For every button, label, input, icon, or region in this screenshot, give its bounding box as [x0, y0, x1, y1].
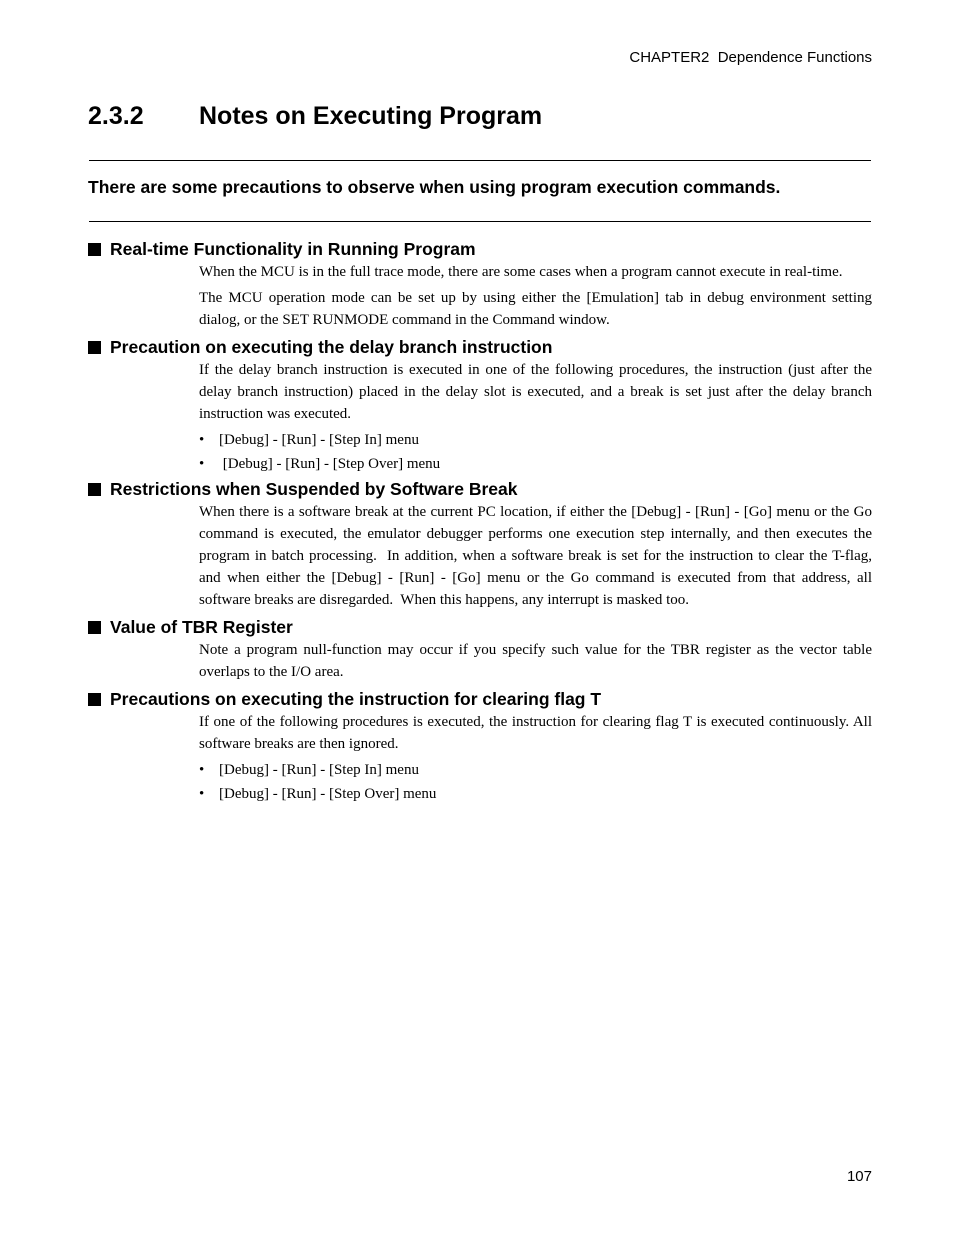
paragraph: When the MCU is in the full trace mode, there are some cases when a program cannot execute in real-time. [199, 264, 843, 280]
subsection-software-break [88, 477, 876, 611]
paragraph: Note a program null-function may occur if you specify such value for the TBR register as the vector table overlaps to the I/O area. [199, 642, 872, 680]
subsection-heading [88, 477, 872, 501]
subsection-body [199, 711, 872, 807]
bullet-list [199, 429, 872, 477]
list-item: • [Debug] - [Run] - [Step In] menu [199, 429, 872, 453]
subsection-heading-text: Precautions on executing the instruction for clearing flag T [110, 689, 602, 709]
subsection-heading-text: Value of TBR Register [110, 617, 293, 637]
subsection-heading [88, 615, 872, 639]
square-bullet-icon [88, 693, 101, 706]
subsection-body [199, 261, 872, 331]
section-summary: There are some precautions to observe when using program execution commands. [88, 177, 781, 197]
page-number: 107 [846, 1168, 872, 1185]
subsection-body [199, 359, 872, 477]
list-item: • [Debug] - [Run] - [Step Over] menu [199, 453, 872, 477]
top-rule [89, 160, 871, 161]
list-item: • [Debug] - [Run] - [Step Over] menu [199, 783, 872, 807]
subsection-heading-text: Real-time Functionality in Running Program [110, 239, 476, 259]
section-number: 2.3.2 [88, 102, 144, 130]
subsection-body [199, 501, 876, 611]
running-header: CHAPTER2 Dependence Functions [629, 49, 872, 66]
section-title-text: Notes on Executing Program [199, 102, 543, 130]
section-title [88, 102, 542, 131]
bottom-rule [89, 221, 871, 222]
square-bullet-icon [88, 483, 101, 496]
subsection-clear-flag-t [88, 687, 872, 807]
paragraph: The MCU operation mode can be set up by using either the [Emulation] tab in debug environment setting dialog, or the SET RUNMODE command in the Command window. [199, 290, 872, 328]
paragraph: When there is a software break at the current PC location, if either the [Debug] - [Run] - [Go] menu or the Go command is executed, the emulator debugger performs one execution step internally, and then executes the program in batch processing. In addition, when a software break is set for the instruction to clear the T-flag, and when either the [Debug] - [Run] - [Go] menu or the Go command is executed from that address, all software breaks are disregarded. When this happens, any interrupt is masked too. [199, 504, 876, 608]
list-item: • [Debug] - [Run] - [Step In] menu [199, 759, 872, 783]
square-bullet-icon [88, 243, 101, 256]
subsection-heading [88, 237, 872, 261]
bullet-list [199, 759, 872, 807]
section-content [88, 237, 876, 807]
subsection-body [199, 639, 872, 683]
paragraph: If one of the following procedures is executed, the instruction for clearing flag T is executed continuously. All software breaks are then ignored. [199, 714, 872, 752]
subsection-heading [88, 335, 872, 359]
square-bullet-icon [88, 341, 101, 354]
subsection-heading-text: Restrictions when Suspended by Software Break [110, 479, 518, 499]
subsection-delay-branch [88, 335, 872, 477]
square-bullet-icon [88, 621, 101, 634]
subsection-heading-text: Precaution on executing the delay branch instruction [110, 337, 553, 357]
subsection-heading [88, 687, 872, 711]
paragraph: If the delay branch instruction is executed in one of the following procedures, the instruction (just after the delay branch instruction) placed in the delay slot is executed, and a break is set just after the delay branch instruction was executed. [199, 362, 872, 422]
subsection-tbr-register [88, 615, 872, 683]
subsection-realtime [88, 237, 872, 331]
